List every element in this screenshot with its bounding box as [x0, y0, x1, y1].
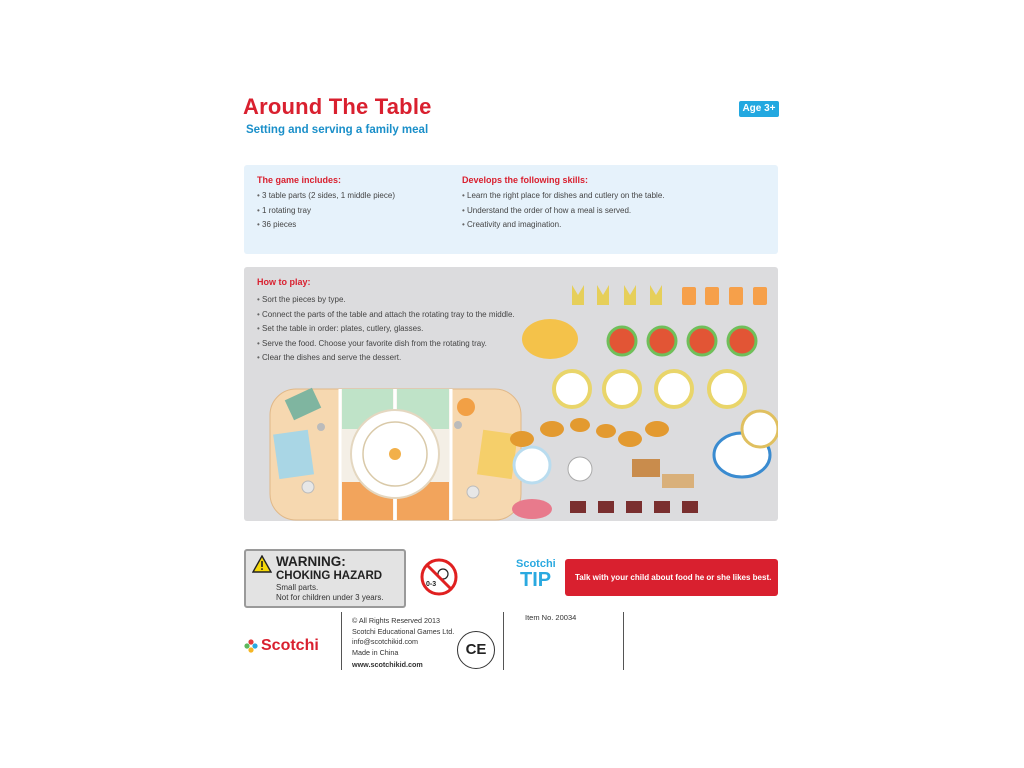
- skills-item: • Understand the order of how a meal is served.: [462, 204, 665, 219]
- tip-logo: [516, 559, 556, 590]
- includes-item: • 1 rotating tray: [257, 204, 395, 219]
- includes-section: [257, 175, 395, 233]
- company-info: [352, 616, 454, 671]
- info-panel: [244, 165, 778, 254]
- company-email: info@scotchikid.com: [352, 637, 419, 647]
- website-text: www.scotchikid.com: [352, 660, 423, 670]
- howto-title: How to play:: [257, 277, 311, 287]
- skills-title: Develops the following skills:: [462, 175, 589, 185]
- plate-pieces: [554, 371, 745, 407]
- warning-title-1: WARNING:: [276, 554, 346, 569]
- howto-step: • Serve the food. Choose your favorite dish from the rotating tray.: [257, 337, 515, 352]
- cutlery-pieces: [572, 285, 662, 305]
- howto-step: • Clear the dishes and serve the dessert.: [257, 351, 515, 366]
- table-illustration: [268, 387, 523, 522]
- warning-line-2: Not for children under 3 years.: [276, 593, 384, 602]
- page-title: Around The Table: [243, 94, 432, 119]
- tip-brand: Scotchi: [516, 558, 556, 570]
- includes-item: • 36 pieces: [257, 218, 395, 233]
- choking-warning: [244, 549, 406, 608]
- logo-text: Scotchi: [261, 637, 319, 654]
- skills-item: • Learn the right place for dishes and cutlery on the table.: [462, 189, 665, 204]
- item-number: Item No. 20034: [525, 613, 577, 622]
- pieces-illustration: [502, 279, 778, 521]
- footer-divider: [503, 612, 504, 670]
- howto-step: • Set the table in order: plates, cutlery, glasses.: [257, 322, 515, 337]
- tip-label: TIP: [520, 569, 552, 591]
- tip-banner: [565, 559, 778, 596]
- howto-panel: [244, 267, 778, 521]
- includes-title: The game includes:: [257, 175, 342, 185]
- made-in-text: Made in China: [352, 647, 399, 657]
- howto-step: • Sort the pieces by type.: [257, 293, 515, 308]
- scotchi-flower-icon: [244, 639, 258, 653]
- tip-text: Talk with your child about food he or she likes best.: [575, 573, 772, 582]
- footer-divider: [341, 612, 342, 670]
- age-badge: Age 3+: [739, 101, 779, 117]
- howto-step: • Connect the parts of the table and attach the rotating tray to the middle.: [257, 308, 515, 323]
- skills-section: [462, 175, 665, 233]
- skills-item: • Creativity and imagination.: [462, 218, 665, 233]
- age-restriction-icon: [419, 557, 459, 597]
- copyright-text: © All Rights Reserved 2013: [352, 616, 440, 625]
- includes-item: • 3 table parts (2 sides, 1 middle piece): [257, 189, 395, 204]
- food-pieces: [510, 418, 669, 447]
- footer-divider: [623, 612, 624, 670]
- cake-pieces: [570, 501, 698, 513]
- ce-mark: CE: [457, 631, 495, 669]
- page-subtitle: Setting and serving a family meal: [246, 124, 429, 136]
- warning-triangle-icon: [252, 555, 272, 573]
- warning-line-1: Small parts.: [276, 583, 319, 592]
- company-name: Scotchi Educational Games Ltd.: [352, 626, 455, 636]
- age-symbol-label: 0-3: [426, 581, 437, 588]
- scotchi-logo: [244, 637, 319, 655]
- glass-pieces: [682, 287, 767, 305]
- howto-section: [257, 277, 515, 366]
- bowl-pieces: [608, 327, 756, 355]
- warning-title-2: CHOKING HAZARD: [276, 570, 383, 582]
